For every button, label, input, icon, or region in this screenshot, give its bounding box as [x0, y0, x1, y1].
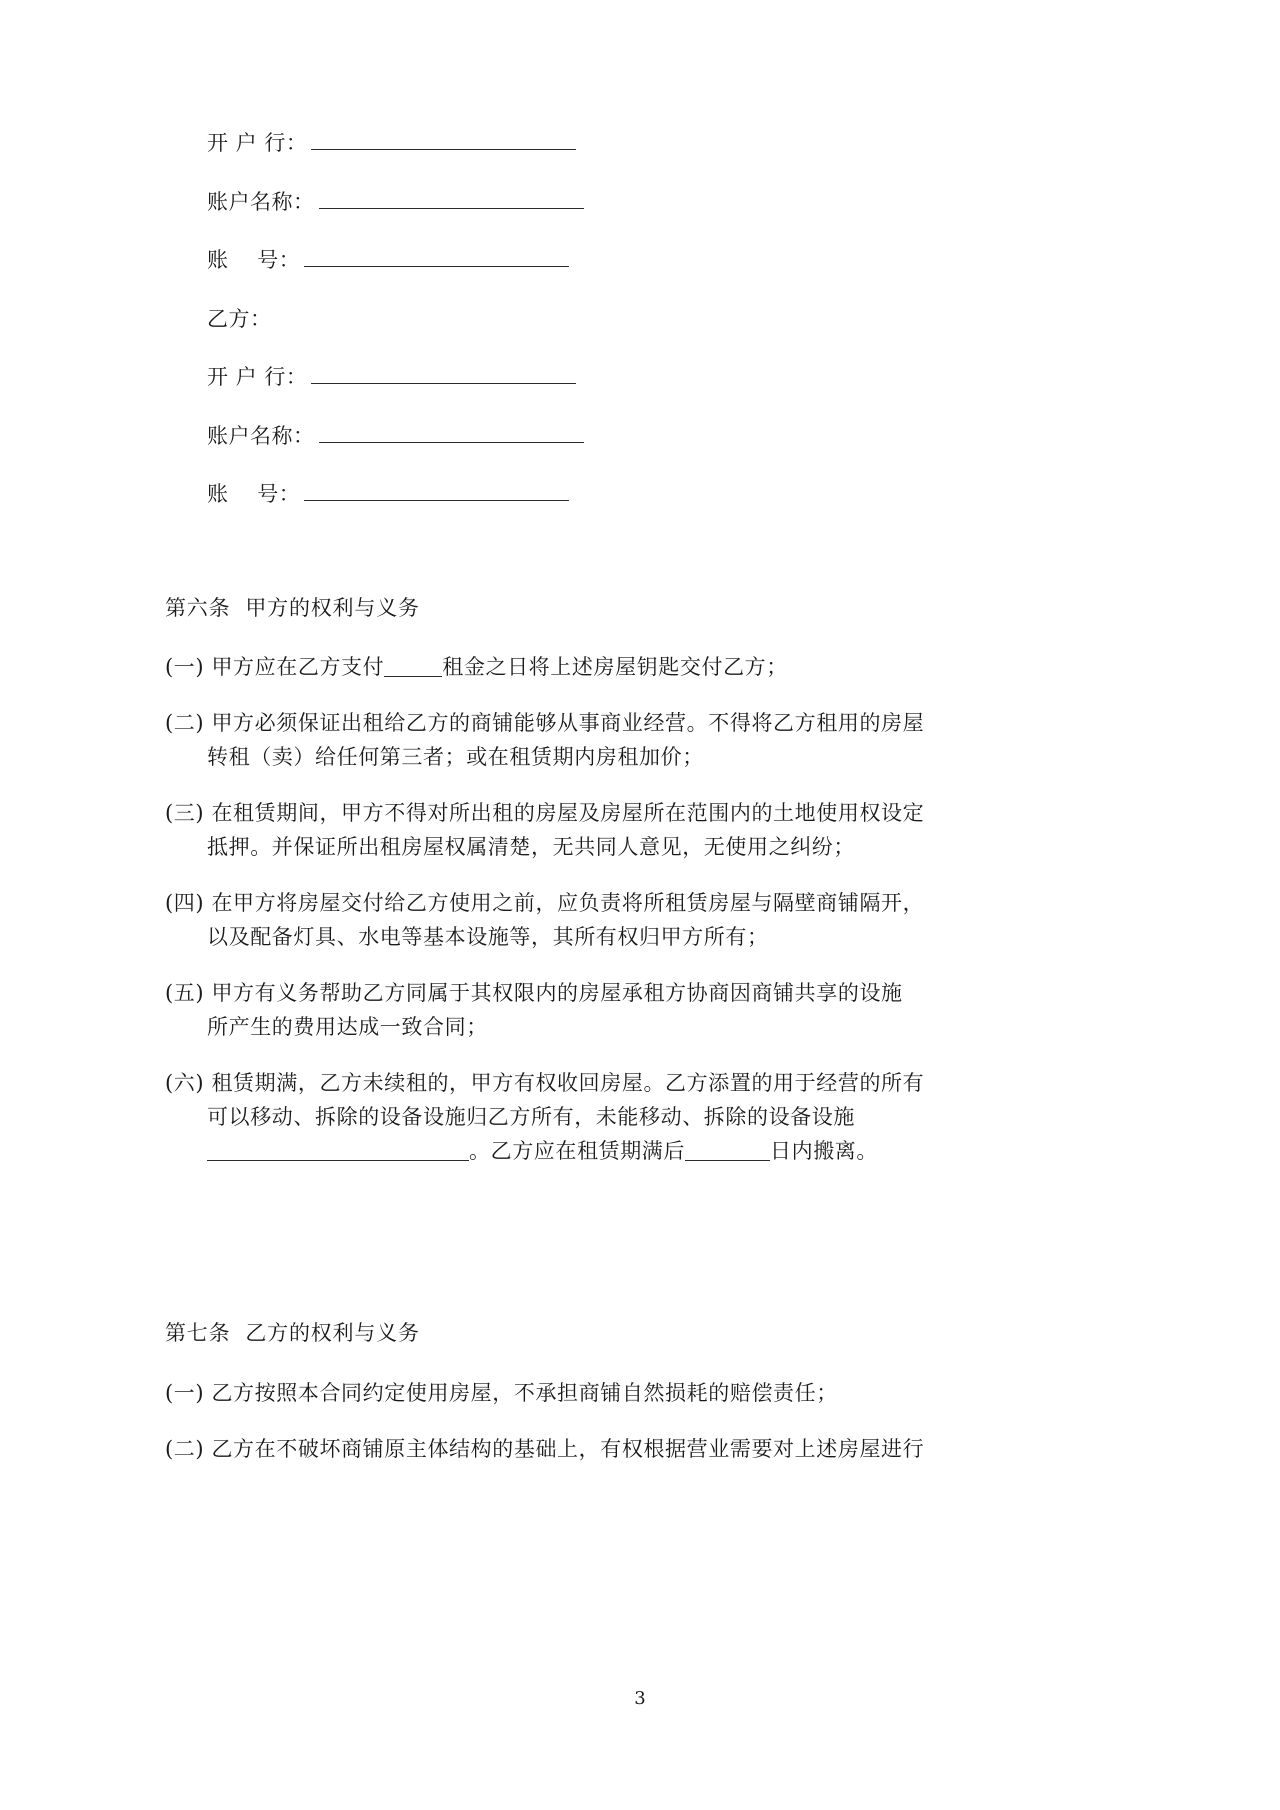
party-a-field-row	[165, 187, 1055, 219]
clause-text: (一) 甲方应在乙方支付	[165, 655, 385, 679]
party-b-field-row	[165, 479, 1055, 511]
section-spacer	[165, 1190, 1055, 1246]
clause-line	[165, 976, 1055, 1010]
clause-line	[165, 1376, 1055, 1410]
article-seven-clause	[165, 1432, 1055, 1466]
party-a-field-label: 账户名称：	[207, 189, 315, 214]
clause-text: (二) 甲方必须保证出租给乙方的商铺能够从事商业经营。不得将乙方租用的房屋	[165, 711, 925, 736]
clause-text: (六) 租赁期满，乙方未续租的，甲方有权收回房屋。乙方添置的用于经营的所有	[165, 1071, 925, 1096]
article-six-clause	[165, 706, 1055, 774]
article-seven-heading: 第七条 乙方的权利与义务	[165, 1321, 420, 1346]
article-six-clause	[165, 796, 1055, 864]
party-a-field-blank[interactable]	[311, 129, 576, 150]
party-b-label: 乙方：	[207, 306, 272, 331]
clause-line	[165, 650, 1055, 684]
party-b-field-blank[interactable]	[304, 480, 569, 501]
clause-line	[165, 830, 1055, 864]
party-a-field-blank[interactable]	[319, 188, 584, 209]
party-a-field-label: 开 户 行：	[207, 131, 308, 155]
clause-text: (一) 乙方按照本合同约定使用房屋，不承担商铺自然损耗的赔偿责任；	[165, 1380, 838, 1405]
clause-text: (二) 乙方在不破坏商铺原主体结构的基础上，有权根据营业需要对上述房屋进行	[165, 1436, 925, 1461]
party-b-field-blank[interactable]	[319, 422, 584, 443]
bank-account-block	[165, 0, 1055, 511]
article-six-clause	[165, 886, 1055, 954]
party-b-field-row	[165, 421, 1055, 453]
clause-text: 所产生的费用达成一致合同；	[207, 1015, 488, 1040]
party-a-field-blank[interactable]	[304, 246, 569, 267]
clause-text: (三) 在租赁期间，甲方不得对所出租的房屋及房屋所在范围内的土地使用权设定	[165, 801, 925, 826]
party-b-field-blank[interactable]	[311, 363, 576, 384]
party-b-field-label: 账 号：	[207, 482, 301, 506]
clause-line	[165, 740, 1055, 774]
clause-text: 抵押。并保证所出租房屋权属清楚，无共同人意见，无使用之纠纷；	[207, 835, 855, 860]
fill-in-blank[interactable]	[685, 1143, 770, 1161]
article-six-clause	[165, 1066, 1055, 1168]
page-number: 3	[634, 1688, 646, 1709]
clause-line	[165, 886, 1055, 920]
clause-line	[165, 920, 1055, 954]
party-b-header-row	[165, 304, 1055, 336]
party-b-field-row	[165, 362, 1055, 394]
clause-text: 可以移动、拆除的设备设施归乙方所有，未能移动、拆除的设备设施	[207, 1105, 855, 1130]
clause-line	[165, 1066, 1055, 1100]
fill-in-blank[interactable]	[207, 1143, 469, 1161]
article-six-heading: 第六条 甲方的权利与义务	[165, 595, 420, 620]
clause-text: (五) 甲方有义务帮助乙方同属于其权限内的房屋承租方协商因商铺共享的设施	[165, 981, 903, 1006]
party-a-field-row	[165, 128, 1055, 160]
clause-line	[165, 1010, 1055, 1044]
article-seven-clause	[165, 1376, 1055, 1410]
party-b-field-label: 开 户 行：	[207, 365, 308, 389]
clause-line	[165, 1134, 1055, 1168]
clause-line	[165, 1100, 1055, 1134]
fill-in-blank[interactable]	[384, 659, 442, 677]
clause-text: (四) 在甲方将房屋交付给乙方使用之前，应负责将所租赁房屋与隔壁商铺隔开，	[165, 891, 925, 916]
party-b-bank-fields	[165, 362, 1055, 511]
party-b-field-label: 账户名称：	[207, 423, 315, 448]
clause-text: 转租（卖）给任何第三者；或在租赁期内房租加价；	[207, 745, 704, 770]
clause-text: 。乙方应在租赁期满后	[469, 1139, 685, 1164]
clause-line	[165, 1432, 1055, 1466]
article-six-clause	[165, 650, 1055, 684]
party-a-field-label: 账 号：	[207, 248, 301, 272]
page-content	[165, 0, 1055, 1488]
clause-text: 租金之日将上述房屋钥匙交付乙方；	[442, 655, 788, 679]
article-six-clauses	[165, 650, 1055, 1168]
clause-line	[165, 796, 1055, 830]
clause-text: 以及配备灯具、水电等基本设施等，其所有权归甲方所有；	[207, 925, 769, 950]
article-seven-clauses	[165, 1376, 1055, 1466]
clause-text: 日内搬离。	[770, 1139, 878, 1164]
article-six-clause	[165, 976, 1055, 1044]
party-a-bank-fields	[165, 128, 1055, 277]
clause-line	[165, 706, 1055, 740]
party-a-field-row	[165, 245, 1055, 277]
